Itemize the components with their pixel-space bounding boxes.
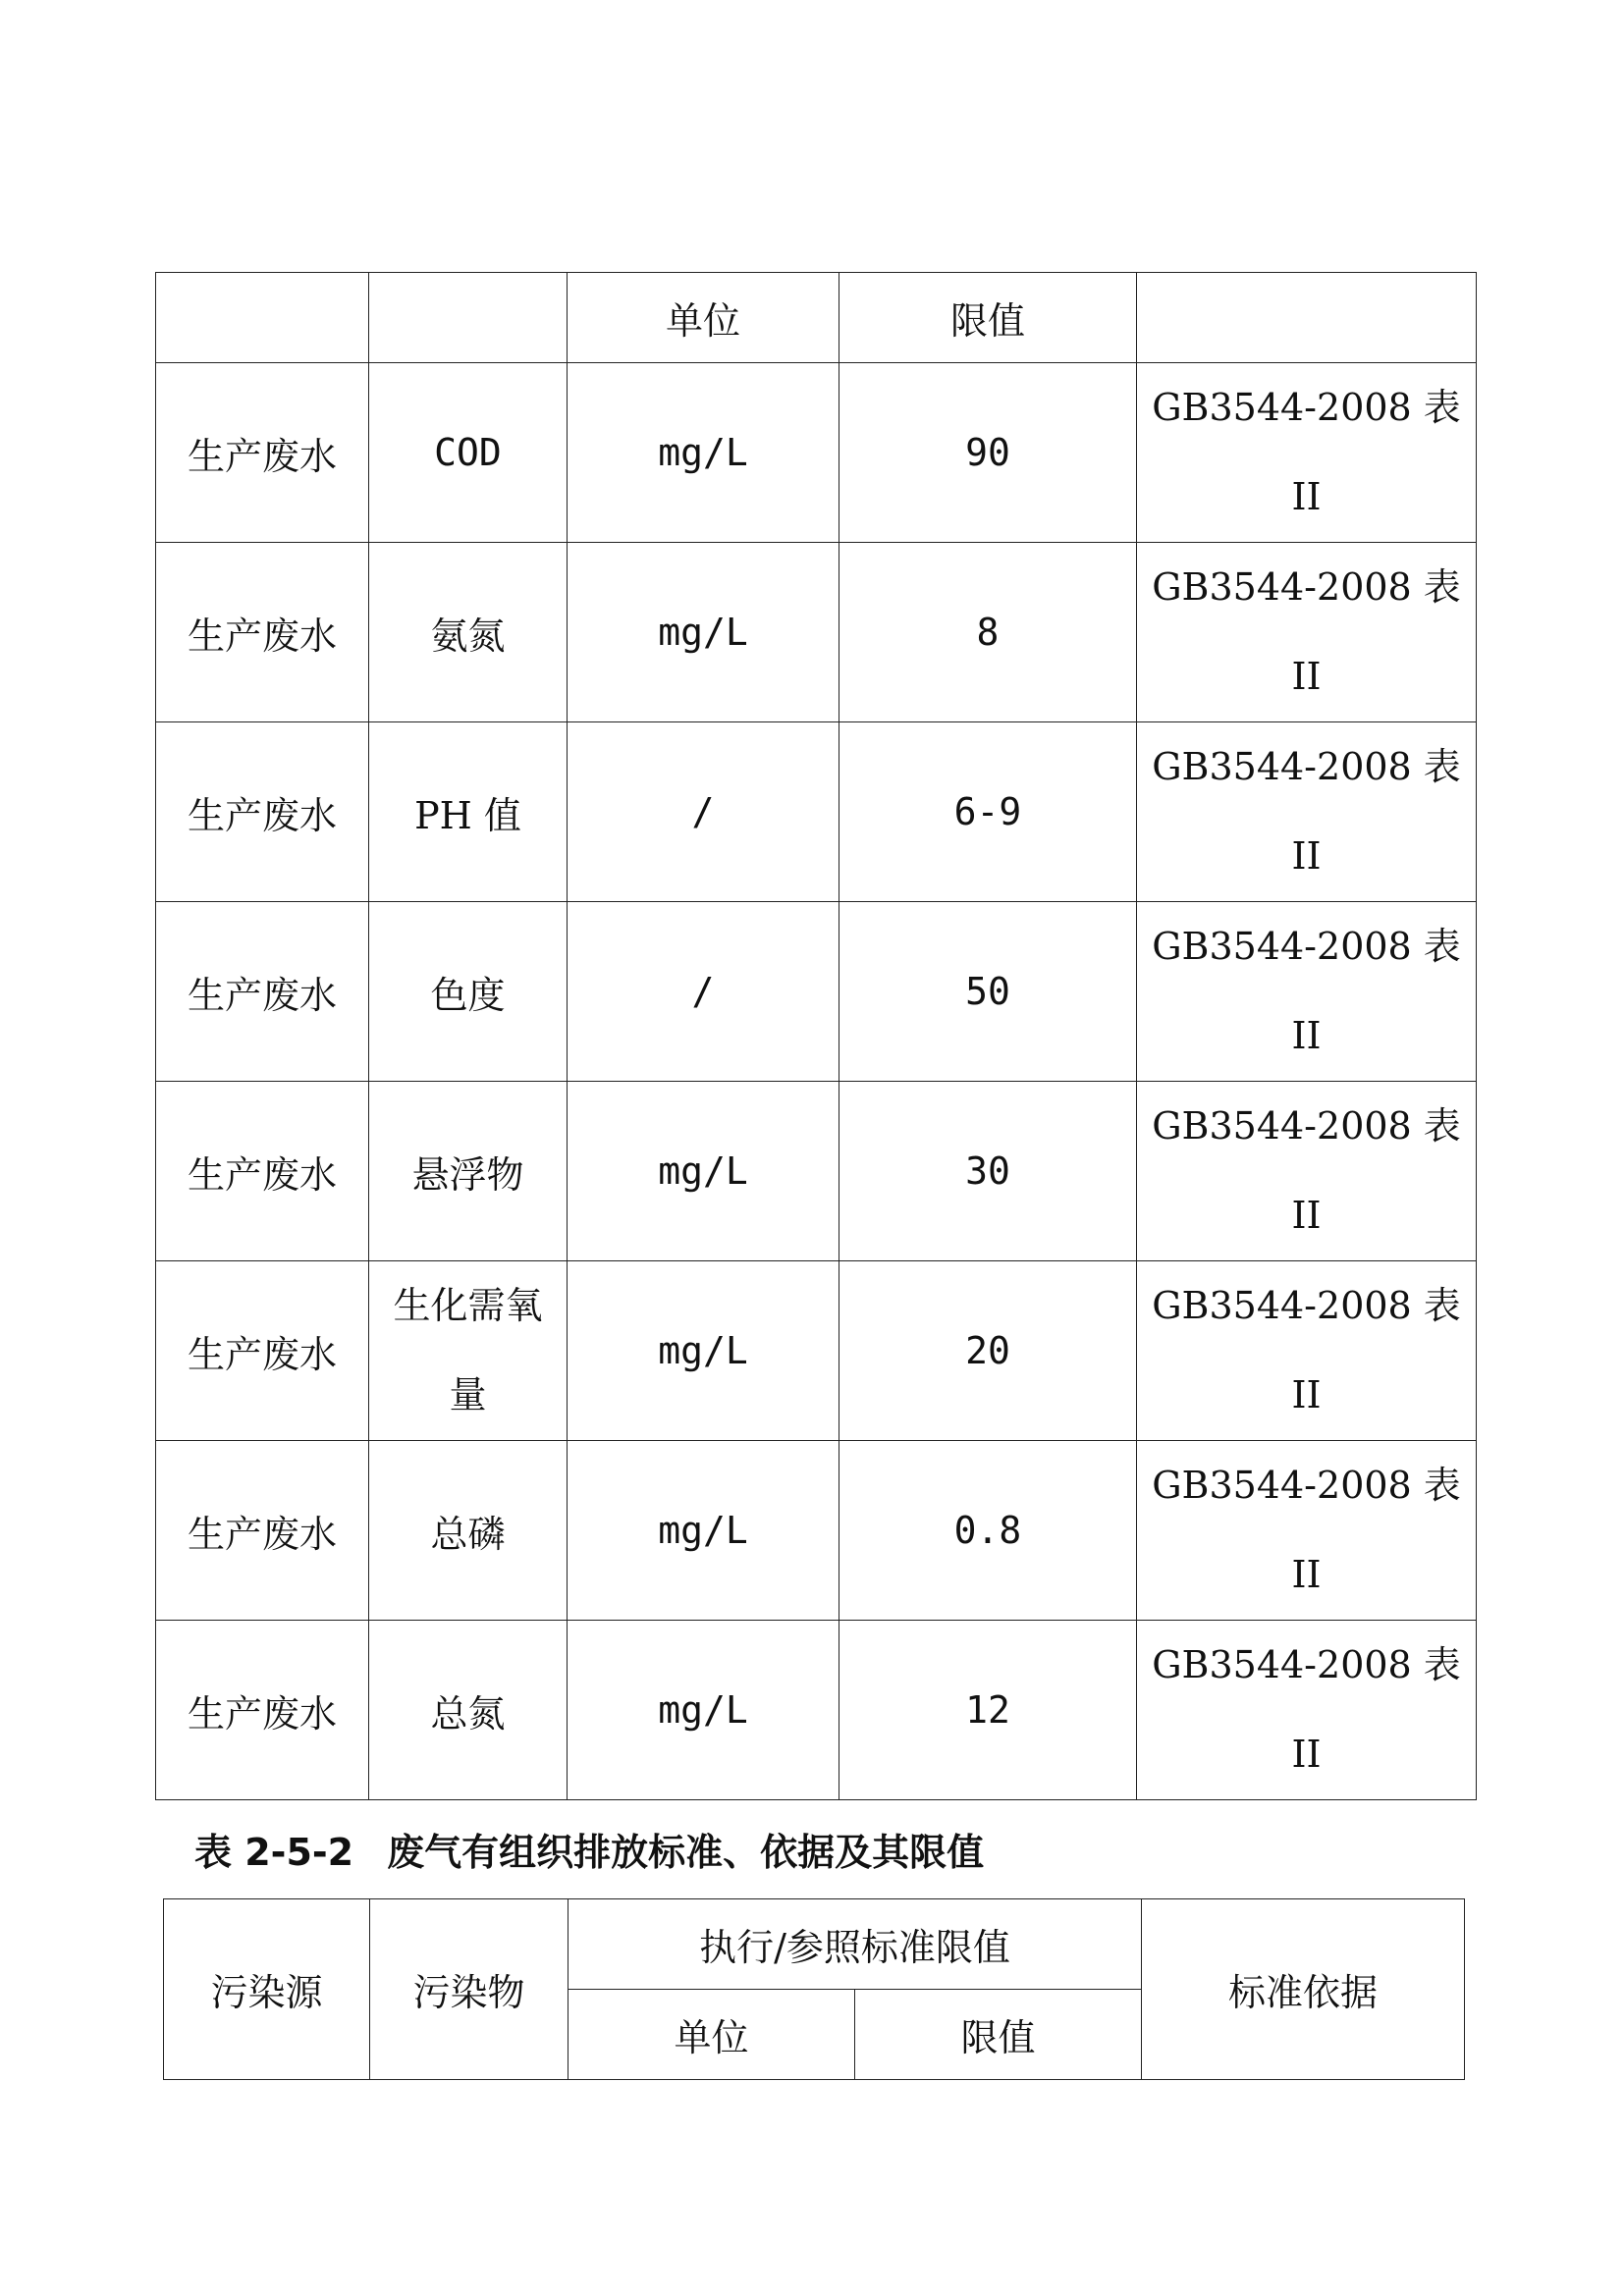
basis-line2: II (1291, 1733, 1322, 1776)
table-caption (194, 1822, 984, 1876)
basis-line1: GB3544-2008 表 (1152, 925, 1461, 968)
header-cell-limit: 限值 (855, 1990, 1142, 2080)
cell-pollutant: 总磷 (369, 1441, 568, 1621)
cell-source: 生产废水 (156, 902, 369, 1082)
cell-pollutant (369, 1261, 568, 1441)
basis-line1: GB3544-2008 表 (1152, 565, 1461, 609)
cell-basis (1137, 363, 1477, 543)
cell-unit: mg/L (568, 1082, 839, 1261)
basis-line1: GB3544-2008 表 (1152, 386, 1461, 429)
header-cell-pollutant: 污染物 (370, 1899, 568, 2080)
cell-pollutant: 色度 (369, 902, 568, 1082)
cell-unit: mg/L (568, 1261, 839, 1441)
cell-unit: mg/L (568, 543, 839, 722)
table-header-row (164, 1899, 1465, 1990)
cell-pollutant: 氨氮 (369, 543, 568, 722)
cell-unit: / (568, 902, 839, 1082)
table-row (156, 722, 1477, 902)
table-row (156, 1621, 1477, 1800)
header-cell-standard-group: 执行/参照标准限值 (568, 1899, 1142, 1990)
cell-unit: mg/L (568, 1621, 839, 1800)
cell-unit: mg/L (568, 1441, 839, 1621)
cell-basis (1137, 1261, 1477, 1441)
basis-line2: II (1291, 834, 1322, 878)
header-cell-blank-1 (156, 273, 369, 363)
basis-line1: GB3544-2008 表 (1152, 1104, 1461, 1148)
basis-line1: GB3544-2008 表 (1152, 1643, 1461, 1686)
header-cell-blank-2 (369, 273, 568, 363)
table-row (156, 1441, 1477, 1621)
basis-line2: II (1291, 1553, 1322, 1596)
table-row (156, 1261, 1477, 1441)
caption-title: 废气有组织排放标准、依据及其限值 (387, 1831, 985, 1874)
basis-line1: GB3544-2008 表 (1152, 1464, 1461, 1507)
emission-standards-table (163, 1898, 1465, 2080)
table-row (156, 543, 1477, 722)
caption-number: 表 2-5-2 (194, 1831, 354, 1874)
cell-source: 生产废水 (156, 543, 369, 722)
pollutant-line2: 量 (449, 1373, 487, 1416)
cell-limit: 8 (839, 543, 1137, 722)
header-cell-blank-5 (1137, 273, 1477, 363)
header-cell-basis: 标准依据 (1142, 1899, 1465, 2080)
header-cell-unit: 单位 (568, 1990, 855, 2080)
cell-unit: mg/L (568, 363, 839, 543)
wastewater-standards-table (155, 272, 1477, 1800)
header-cell-source: 污染源 (164, 1899, 370, 2080)
cell-pollutant: COD (369, 363, 568, 543)
cell-basis (1137, 1621, 1477, 1800)
cell-basis (1137, 902, 1477, 1082)
basis-line2: II (1291, 1373, 1322, 1416)
cell-source: 生产废水 (156, 1082, 369, 1261)
header-cell-limit: 限值 (839, 273, 1137, 363)
basis-line2: II (1291, 475, 1322, 518)
basis-line1: GB3544-2008 表 (1152, 1284, 1461, 1327)
table-row (156, 363, 1477, 543)
basis-line2: II (1291, 655, 1322, 698)
cell-limit: 50 (839, 902, 1137, 1082)
cell-limit: 20 (839, 1261, 1137, 1441)
cell-source: 生产废水 (156, 722, 369, 902)
cell-basis (1137, 1082, 1477, 1261)
header-cell-unit: 单位 (568, 273, 839, 363)
cell-source: 生产废水 (156, 363, 369, 543)
cell-limit: 6-9 (839, 722, 1137, 902)
table-row (156, 1082, 1477, 1261)
cell-limit: 12 (839, 1621, 1137, 1800)
basis-line2: II (1291, 1014, 1322, 1057)
cell-basis (1137, 1441, 1477, 1621)
cell-source: 生产废水 (156, 1621, 369, 1800)
cell-pollutant: 总氮 (369, 1621, 568, 1800)
cell-pollutant: 悬浮物 (369, 1082, 568, 1261)
table-row (156, 902, 1477, 1082)
cell-unit: / (568, 722, 839, 902)
cell-basis (1137, 543, 1477, 722)
cell-pollutant: PH 值 (369, 722, 568, 902)
cell-limit: 90 (839, 363, 1137, 543)
basis-line1: GB3544-2008 表 (1152, 745, 1461, 788)
cell-source: 生产废水 (156, 1441, 369, 1621)
cell-basis (1137, 722, 1477, 902)
pollutant-line1: 生化需氧 (393, 1284, 543, 1327)
table-header-row (156, 273, 1477, 363)
cell-limit: 0.8 (839, 1441, 1137, 1621)
cell-source: 生产废水 (156, 1261, 369, 1441)
cell-limit: 30 (839, 1082, 1137, 1261)
basis-line2: II (1291, 1194, 1322, 1237)
